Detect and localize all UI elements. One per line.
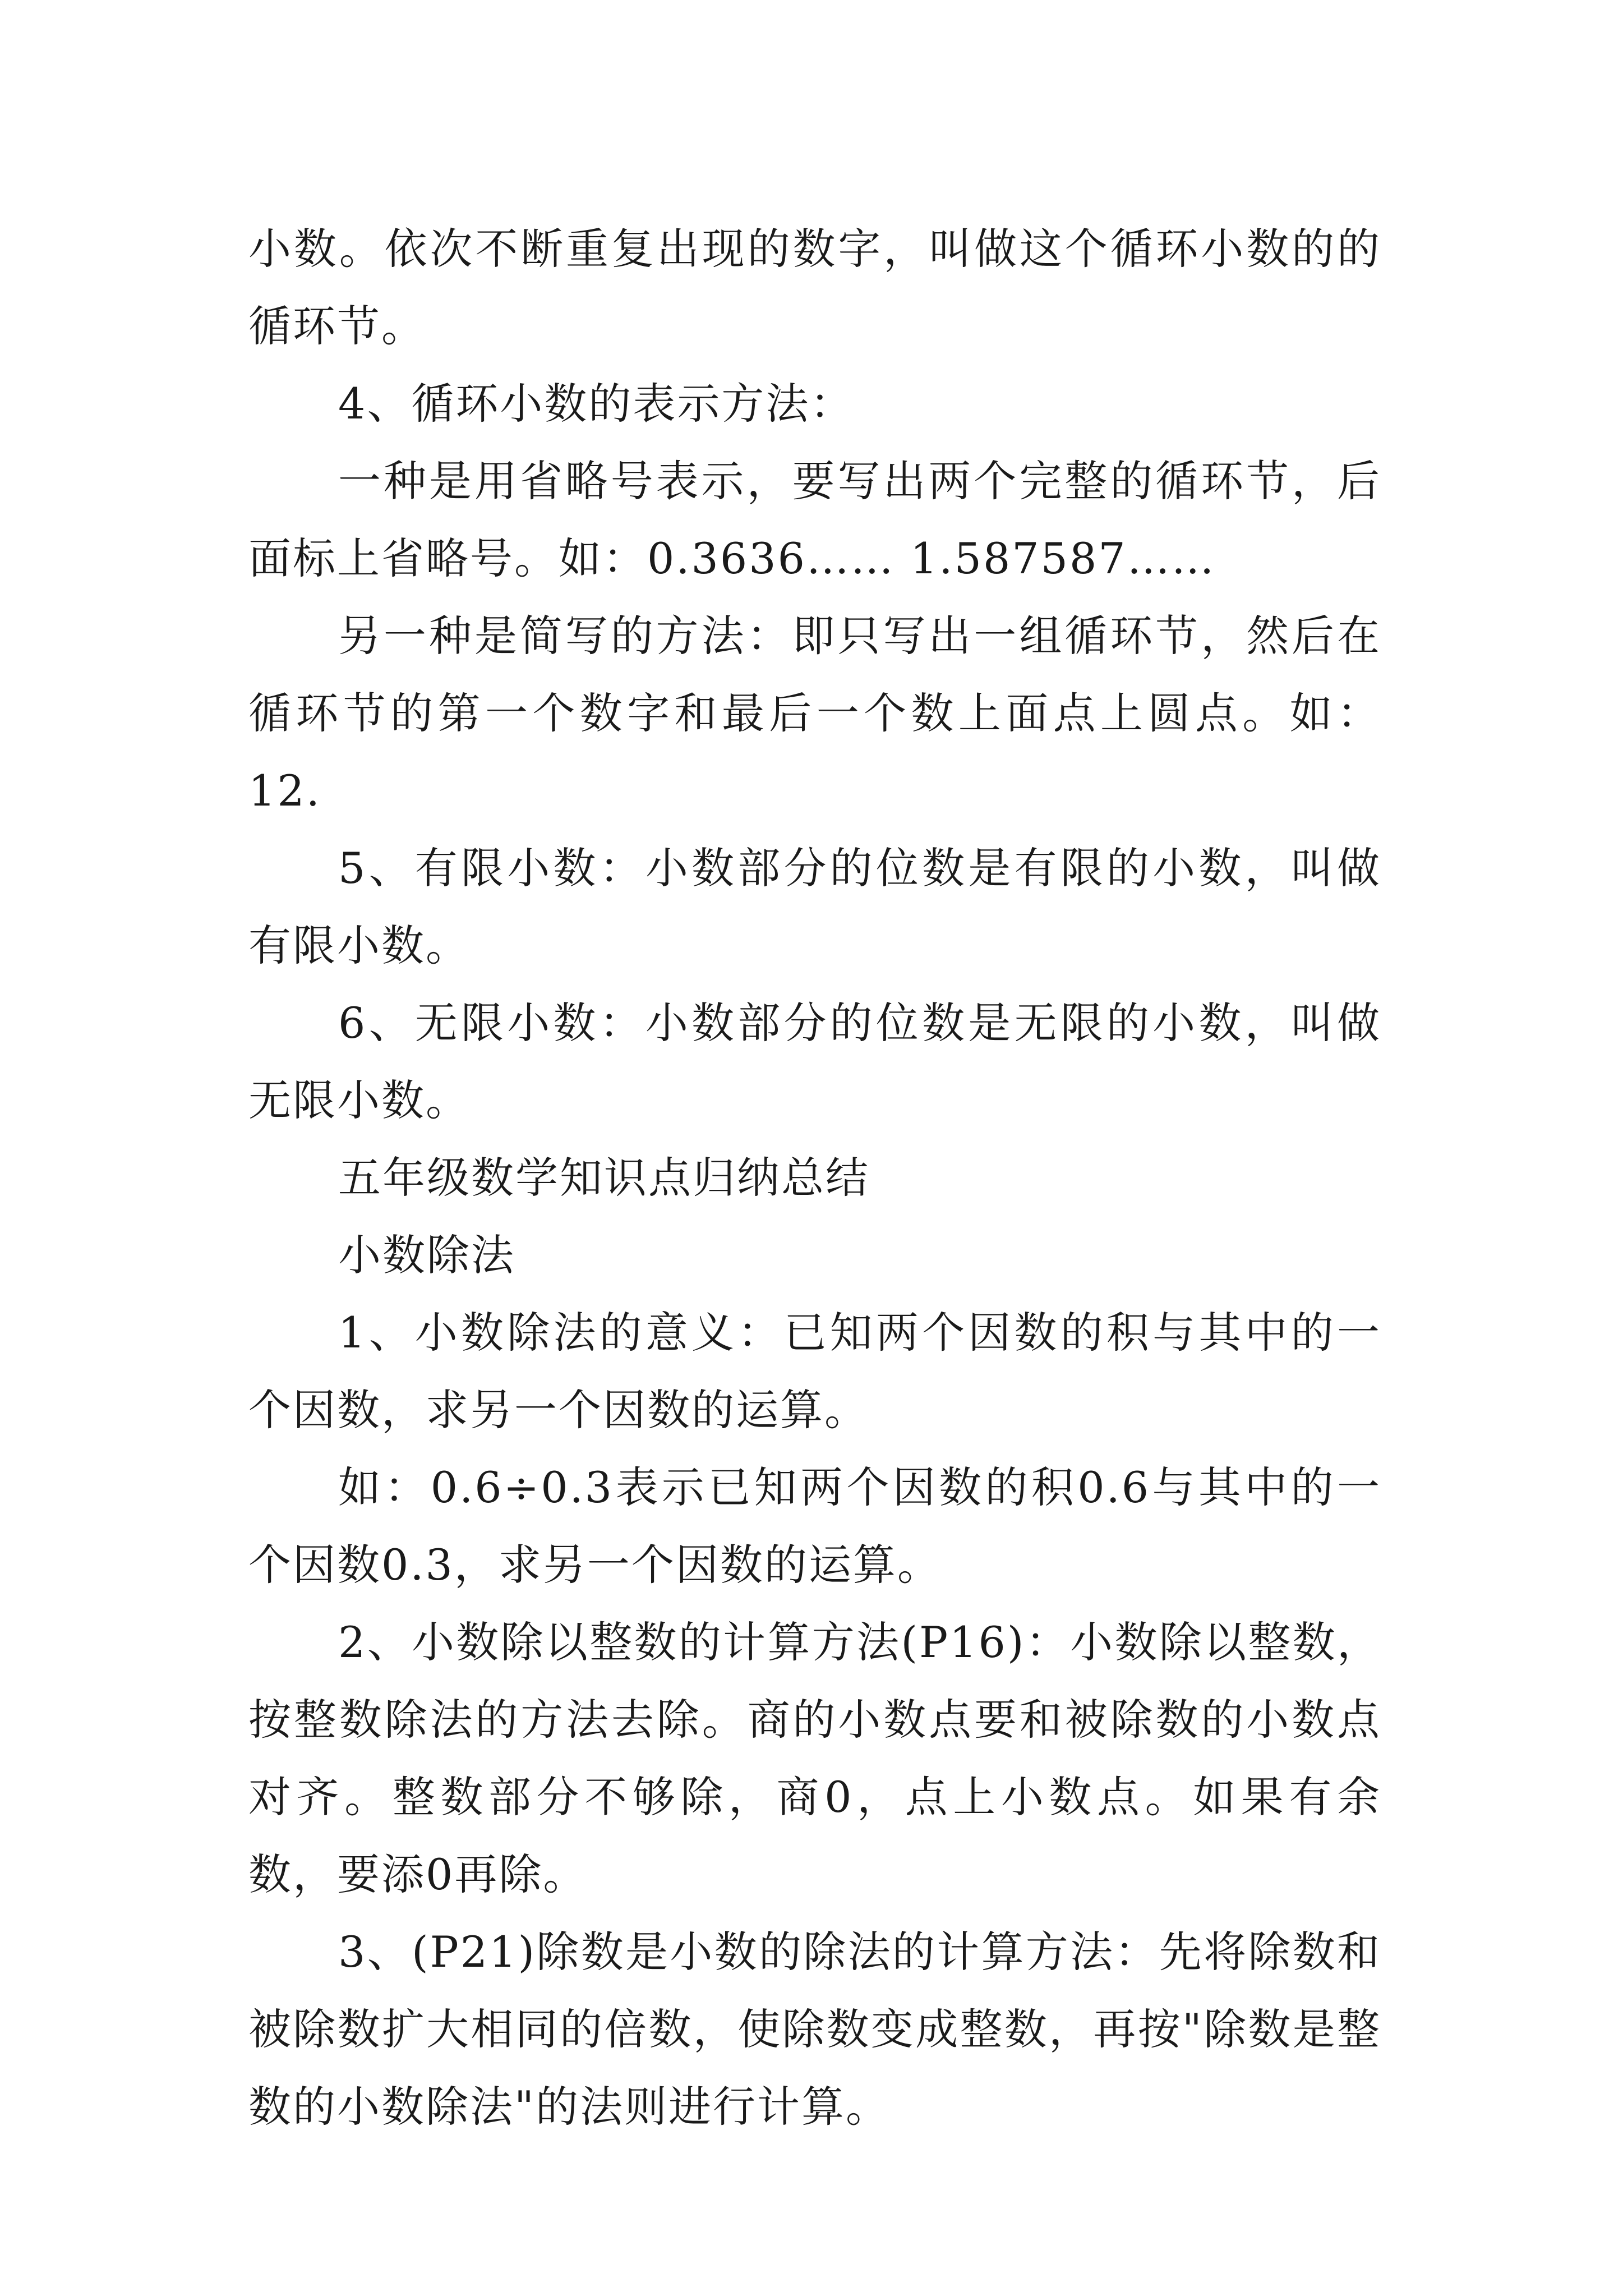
paragraph-division-meaning: 1、小数除法的意义：已知两个因数的积与其中的一个因数，求另一个因数的运算。	[248, 1308, 1381, 1435]
paragraph-division-example: 如：0.6÷0.3表示已知两个因数的积0.6与其中的一个因数0.3，求另一个因数的运算。	[248, 1462, 1381, 1590]
paragraph-dot-method: 另一种是简写的方法：即只写出一组循环节，然后在循环节的第一个数字和最后一个数上面点上圆点。如：12.	[248, 611, 1381, 816]
paragraph-finite-decimal: 5、有限小数：小数部分的位数是有限的小数，叫做有限小数。	[248, 843, 1381, 970]
section-title: 五年级数学知识点归纳总结	[338, 1153, 870, 1203]
paragraph-infinite-decimal: 6、无限小数：小数部分的位数是无限的小数，叫做无限小数。	[248, 998, 1381, 1125]
paragraph-ellipsis-method: 一种是用省略号表示，要写出两个完整的循环节，后面标上省略号。如：0.3636…… 1.587587……	[248, 456, 1381, 583]
paragraph-decimal-divisor: 3、(P21)除数是小数的除法的计算方法：先将除数和被除数扩大相同的倍数，使除数变成整数，再按"除数是整数的小数除法"的法则进行计算。	[248, 1927, 1381, 2132]
section-subtitle: 小数除法	[338, 1230, 515, 1280]
paragraph-repeating-decimal-cycle: 小数。依次不断重复出现的数字，叫做这个循环小数的的循环节。	[248, 224, 1381, 351]
paragraph-decimal-by-integer: 2、小数除以整数的计算方法(P16)：小数除以整数，按整数除法的方法去除。商的小数点要和被除数的小数点对齐。整数部分不够除，商0，点上小数点。如果有余数，要添0再除。	[248, 1617, 1381, 1899]
document-body	[248, 210, 1381, 2146]
paragraph-notation-heading: 4、循环小数的表示方法：	[338, 379, 855, 429]
